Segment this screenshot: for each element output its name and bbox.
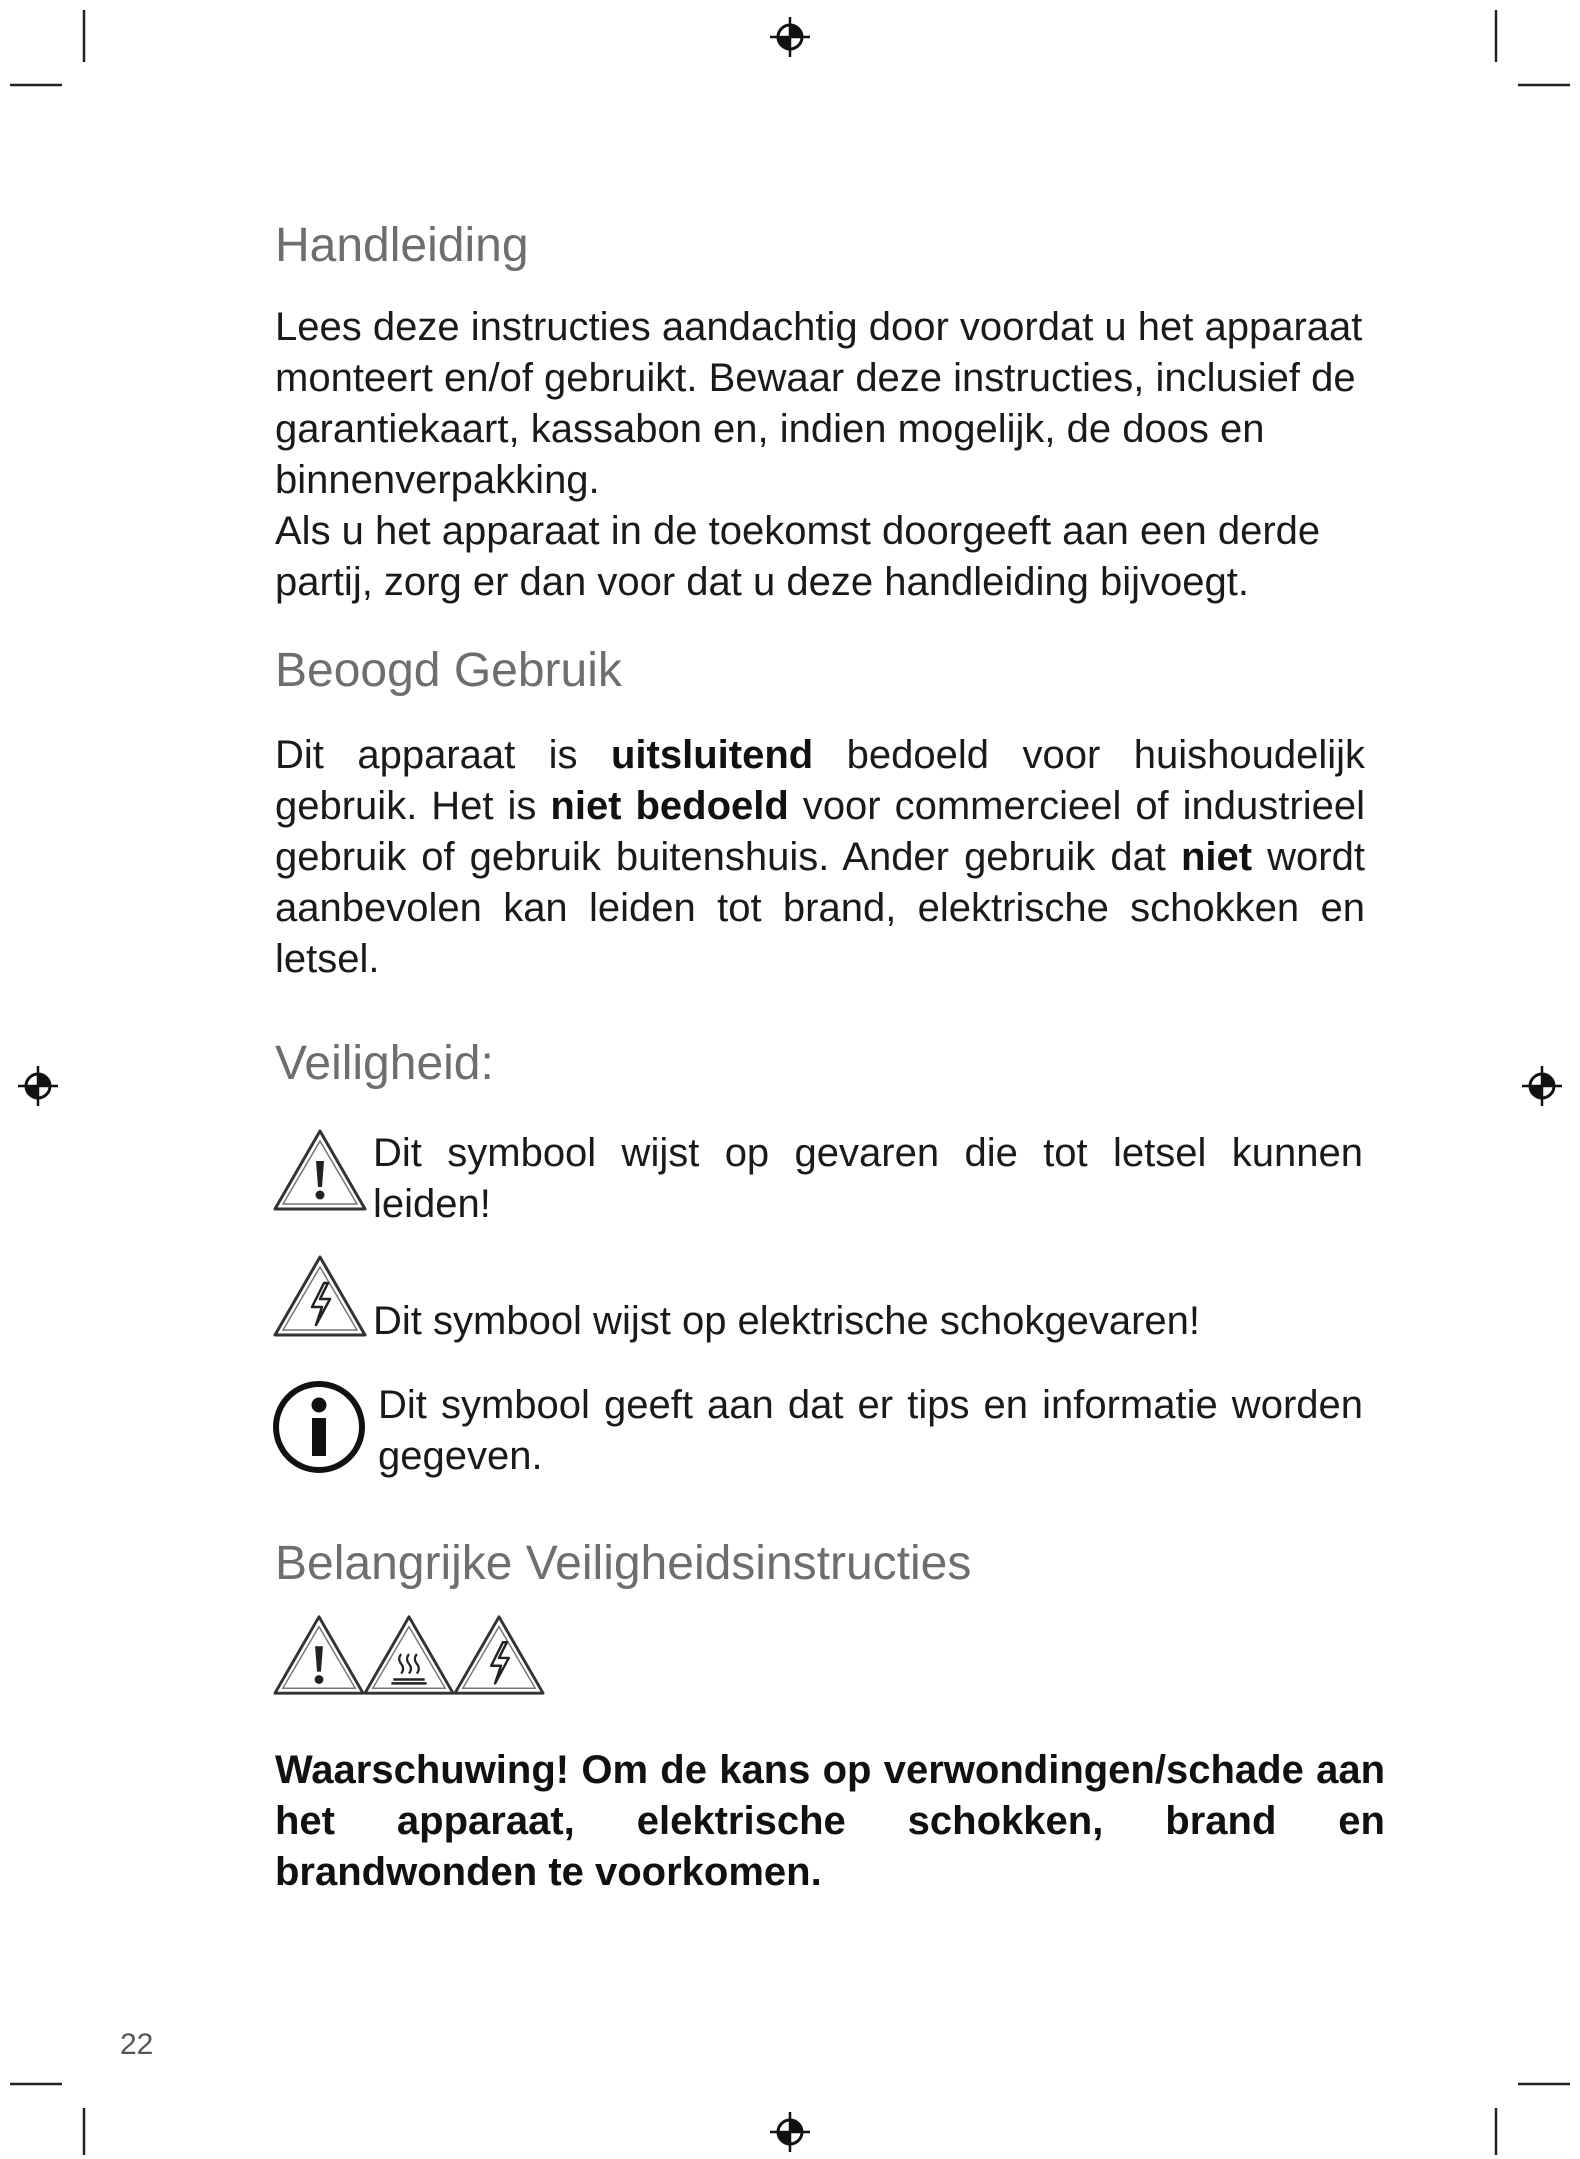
page-number: 22 (120, 2028, 154, 2061)
warning-paragraph: Waarschuwing! Om de kans op verwondingen/schade aan het apparaat, elektrische schokken, brand en brandwonden te voorkomen. (275, 1748, 1385, 1894)
registration-mark-left (16, 1064, 60, 1108)
gebruik-text-3: voor commercieel of industrieel gebruik of gebruik buitenshuis. Ander gebruik dat (275, 784, 1365, 879)
handleiding-paragraph-1: Lees deze instructies aandachtig door voordat u het apparaat monteert en/of gebruikt. Bewaar deze instructies, inclusief de garantiekaart, kassabon en, indien mogelijk, de doos en binnenverpakking. (275, 305, 1363, 502)
gebruik-bold-niet-bedoeld: niet bedoeld (550, 784, 789, 828)
hot-surface-icon (362, 1612, 456, 1698)
electric-shock-icon (452, 1612, 546, 1698)
veiligheid-item-3-text: Dit symbool geeft aan dat er tips en informatie worden gegeven. (378, 1383, 1363, 1478)
gebruik-bold-niet: niet (1180, 835, 1253, 879)
gebruik-bold-uitsluitend: uitsluitend (611, 733, 814, 777)
veiligheid-item-1-text: Dit symbool wijst op gevaren die tot letsel kunnen leiden! (373, 1131, 1363, 1226)
heading-handleiding: Handleiding (275, 219, 529, 272)
gebruik-text-4: wordt aanbevolen kan leiden tot brand, elektrische schokken en letsel. (275, 835, 1365, 981)
heading-belangrijke-veiligheidsinstructies: Belangrijke Veiligheidsinstructies (275, 1537, 972, 1590)
registration-mark-bottom (768, 2110, 812, 2154)
warning-triangle-icon (272, 1127, 368, 1213)
electric-shock-icon (272, 1253, 368, 1339)
handleiding-body (275, 302, 1405, 608)
heading-veiligheid: Veiligheid: (275, 1037, 494, 1090)
heading-beoogd-gebruik: Beoogd Gebruik (275, 644, 622, 697)
handleiding-paragraph-2: Als u het apparaat in de toekomst doorgeeft aan een derde partij, zorg er dan voor dat u deze handleiding bijvoegt. (275, 509, 1321, 604)
info-icon (272, 1380, 366, 1474)
warning-triangle-icon (272, 1612, 366, 1698)
gebruik-text-1: Dit apparaat is (275, 733, 611, 777)
registration-mark-top (768, 15, 812, 59)
safety-icons-row (272, 1612, 552, 1698)
veiligheid-item-2-text: Dit symbool wijst op elektrische schokgevaren! (373, 1299, 1201, 1343)
gebruik-text-2: bedoeld voor huishoudelijk gebruik. Het is (275, 733, 1365, 828)
registration-mark-right (1520, 1064, 1564, 1108)
gebruik-paragraph (275, 730, 1365, 985)
